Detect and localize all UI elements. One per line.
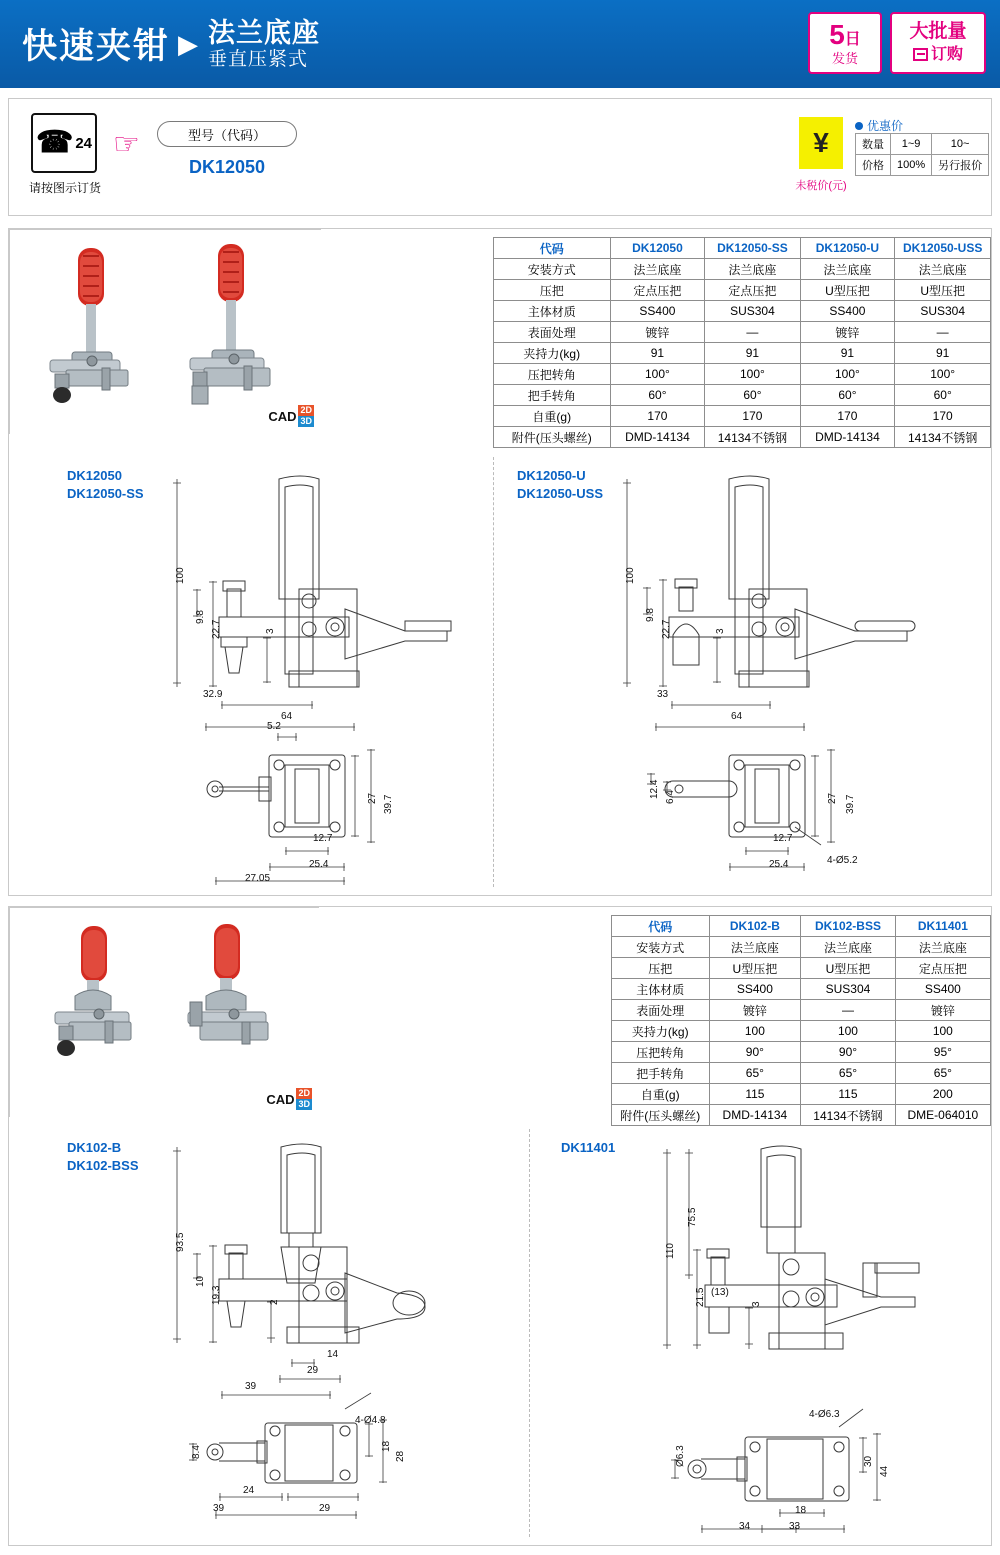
dim-a-right-397: 39.7 — [845, 794, 856, 814]
table-row — [612, 1063, 991, 1084]
spec-b-r0-c2: 法兰底座 — [895, 937, 990, 958]
spec-b-r4-c0: 100 — [709, 1021, 801, 1042]
spec-b-r8-c1: 14134不锈钢 — [801, 1105, 895, 1126]
spec-b-r7-label: 自重(g) — [612, 1084, 710, 1105]
model-label-box: 型号（代码） — [157, 121, 297, 147]
price-row-qty — [856, 134, 989, 155]
dim-b-right-30: 30 — [863, 1455, 874, 1467]
dim-b-left-39: 39 — [245, 1381, 257, 1392]
dim-a-left-64: 64 — [281, 711, 293, 722]
spec-b-r5-c0: 90° — [709, 1042, 801, 1063]
spec-a-r7-c1: 170 — [705, 406, 800, 427]
spec-b-h2: DK102-BSS — [801, 916, 895, 937]
dim-a-right-3: 3 — [715, 628, 726, 634]
spec-a-h0: 代码 — [494, 238, 611, 259]
table-row — [494, 427, 991, 448]
spec-a-r1-c3: U型压把 — [895, 280, 991, 301]
spec-a-r7-c3: 170 — [895, 406, 991, 427]
cad-badge-a[interactable] — [268, 405, 314, 427]
spec-b-r1-c2: 定点压把 — [895, 958, 990, 979]
spec-a-r0-c3: 法兰底座 — [895, 259, 991, 280]
spec-a-r7-c2: 170 — [800, 406, 895, 427]
spec-a-r1-label: 压把 — [494, 280, 611, 301]
dim-a-left-397: 39.7 — [383, 794, 394, 814]
dim-a-left-127: 12.7 — [313, 833, 333, 844]
spec-a-r5-c3: 100° — [895, 364, 991, 385]
subtitle-line1: 法兰底座 — [208, 17, 321, 48]
table-row — [494, 301, 991, 322]
spec-a-header-row — [494, 238, 991, 259]
badge-bulk-line2: 订购 — [930, 46, 963, 64]
dim-b-left-29: 29 — [307, 1365, 319, 1376]
spec-b-r4-label: 夹持力(kg) — [612, 1021, 710, 1042]
dim-b-left-18: 18 — [381, 1440, 392, 1452]
spec-b-h1: DK102-B — [709, 916, 801, 937]
spec-b-r2-c0: SS400 — [709, 979, 801, 1000]
subtitle-line2: 垂直压紧式 — [208, 48, 309, 70]
cad-2d-b: 2D — [298, 1088, 310, 1098]
spec-b-r8-c2: DME-064010 — [895, 1105, 990, 1126]
dim-a-left-2705: 27.05 — [245, 873, 271, 884]
table-row — [494, 385, 991, 406]
table-row — [612, 1042, 991, 1063]
spec-b-r5-label: 压把转角 — [612, 1042, 710, 1063]
drawing-a-left-line2: DK12050-SS — [67, 485, 144, 501]
cad-3d-b: 3D — [298, 1099, 310, 1109]
dim-a-right-254: 25.4 — [769, 859, 789, 870]
spec-table-a — [493, 237, 991, 448]
spec-a-r1-c0: 定点压把 — [610, 280, 705, 301]
cad-badge-b[interactable] — [266, 1088, 312, 1110]
technical-drawing-a-right — [609, 469, 949, 889]
spec-a-r3-c1: — — [705, 322, 800, 343]
table-row — [494, 406, 991, 427]
spec-a-r2-c2: SS400 — [800, 301, 895, 322]
technical-drawing-a-left — [159, 469, 489, 889]
dim-a-right-27: 27 — [827, 792, 838, 804]
phone-hours-label: 24 — [75, 134, 93, 152]
spec-a-r3-label: 表面处理 — [494, 322, 611, 343]
order-bar — [8, 98, 992, 216]
spec-a-r6-c0: 60° — [610, 385, 705, 406]
model-code: DK12050 — [188, 157, 266, 177]
spec-a-r4-c1: 91 — [705, 343, 800, 364]
spec-a-h4: DK12050-USS — [895, 238, 991, 259]
spec-b-r6-label: 把手转角 — [612, 1063, 710, 1084]
dim-a-right-64: 64 — [731, 711, 743, 722]
dim-b-right-13: (13) — [711, 1287, 729, 1298]
spec-b-r2-c2: SS400 — [895, 979, 990, 1000]
spec-a-r4-c0: 91 — [610, 343, 705, 364]
price-table — [855, 133, 989, 176]
price-price-v2: 另行报价 — [932, 155, 989, 176]
spec-a-h3: DK12050-U — [800, 238, 895, 259]
spec-a-r4-label: 夹持力(kg) — [494, 343, 611, 364]
bulk-box-icon — [913, 48, 928, 61]
spec-a-r2-label: 主体材质 — [494, 301, 611, 322]
spec-b-r0-c1: 法兰底座 — [801, 937, 895, 958]
dim-a-left-52: 5.2 — [267, 721, 281, 732]
spec-b-r7-c1: 115 — [801, 1084, 895, 1105]
spec-a-r6-c1: 60° — [705, 385, 800, 406]
table-row — [612, 958, 991, 979]
technical-drawing-b-right — [649, 1137, 979, 1537]
spec-b-r4-c1: 100 — [801, 1021, 895, 1042]
spec-a-r5-c0: 100° — [610, 364, 705, 385]
drawing-b-left-line2: DK102-BSS — [67, 1157, 139, 1173]
spec-a-r5-c2: 100° — [800, 364, 895, 385]
dim-b-left-2: 2 — [269, 1299, 280, 1305]
dim-a-left-98: 9.8 — [195, 610, 206, 624]
drawing-a-right-line1: DK12050-U — [517, 468, 586, 483]
spec-a-r0-label: 安装方式 — [494, 259, 611, 280]
dim-a-left-254: 25.4 — [309, 859, 329, 870]
table-row — [612, 1084, 991, 1105]
spec-a-r3-c0: 镀锌 — [610, 322, 705, 343]
price-qty-v2: 10~ — [932, 134, 989, 155]
dim-a-right-4x52: 4-Ø5.2 — [827, 855, 858, 866]
title-arrow-icon: ▶ — [178, 28, 199, 59]
dim-b-left-935: 93.5 — [175, 1232, 186, 1252]
drawing-label-b-right — [561, 1139, 615, 1157]
panel-b-drawing-divider — [529, 1129, 530, 1537]
spec-b-r5-c2: 95° — [895, 1042, 990, 1063]
dim-b-left-14: 14 — [327, 1349, 339, 1360]
spec-b-r2-label: 主体材质 — [612, 979, 710, 1000]
spec-a-r7-label: 自重(g) — [494, 406, 611, 427]
badge-days-text: 发货 — [831, 51, 858, 66]
dim-a-left-3: 3 — [265, 628, 276, 634]
drawing-b-right-line1: DK11401 — [561, 1140, 616, 1155]
dim-b-right-755: 75.5 — [687, 1207, 698, 1227]
clamp-photo-b-illustration — [10, 908, 320, 1118]
dim-b-left-24: 24 — [243, 1485, 255, 1496]
drawing-label-a-right — [517, 467, 603, 502]
spec-a-r6-c3: 60° — [895, 385, 991, 406]
spec-a-r8-c3: 14134不锈钢 — [895, 427, 991, 448]
cad-2d-a: 2D — [300, 405, 312, 415]
badge-bulk-line1: 大批量 — [909, 21, 967, 43]
dim-b-left-29b: 29 — [319, 1503, 331, 1514]
price-price-v1: 100% — [891, 155, 932, 176]
dim-a-left-227: 22.7 — [211, 619, 222, 639]
spec-a-r2-c0: SS400 — [610, 301, 705, 322]
cad-3d-a: 3D — [300, 416, 312, 426]
table-row — [494, 364, 991, 385]
spec-a-r6-label: 把手转角 — [494, 385, 611, 406]
spec-a-r5-c1: 100° — [705, 364, 800, 385]
phone-24h-icon: ☎ 24 — [31, 113, 97, 173]
dim-b-left-4x48: 4-Ø4.8 — [355, 1415, 386, 1426]
spec-b-r1-label: 压把 — [612, 958, 710, 979]
table-row — [494, 259, 991, 280]
spec-a-r1-c1: 定点压把 — [705, 280, 800, 301]
spec-b-r5-c1: 90° — [801, 1042, 895, 1063]
table-row — [494, 280, 991, 301]
dim-a-right-98: 9.8 — [645, 608, 656, 622]
spec-a-h2: DK12050-SS — [705, 238, 800, 259]
page-header — [0, 0, 1000, 88]
spec-b-r3-c1: — — [801, 1000, 895, 1021]
spec-a-r8-c1: 14134不锈钢 — [705, 427, 800, 448]
product-panel-dk12050 — [8, 228, 992, 896]
pointing-hand-icon: ☞ — [113, 128, 140, 161]
dim-a-left-100: 100 — [175, 567, 186, 584]
table-row — [612, 937, 991, 958]
drawing-label-b-left — [67, 1139, 139, 1174]
order-instruction: 请按图示订货 — [28, 181, 101, 195]
drawing-label-a-left — [67, 467, 144, 502]
badge-days-number: 5 — [829, 19, 845, 50]
spec-a-r6-c2: 60° — [800, 385, 895, 406]
dim-a-left-329: 32.9 — [203, 689, 223, 700]
spec-b-h0: 代码 — [612, 916, 710, 937]
spec-a-r8-c0: DMD-14134 — [610, 427, 705, 448]
page-title: 快速夹钳 — [22, 27, 171, 66]
spec-b-h3: DK11401 — [895, 916, 990, 937]
spec-b-r3-c2: 镀锌 — [895, 1000, 990, 1021]
spec-b-r0-c0: 法兰底座 — [709, 937, 801, 958]
spec-a-r4-c3: 91 — [895, 343, 991, 364]
spec-a-r0-c0: 法兰底座 — [610, 259, 705, 280]
spec-a-r8-label: 附件(压头螺丝) — [494, 427, 611, 448]
spec-b-r3-c0: 镀锌 — [709, 1000, 801, 1021]
table-row — [612, 979, 991, 1000]
price-row-price — [856, 155, 989, 176]
spec-a-r3-c2: 镀锌 — [800, 322, 895, 343]
table-row — [612, 1021, 991, 1042]
drawing-b-left-line1: DK102-B — [67, 1140, 122, 1155]
product-panel-dk102b — [8, 906, 992, 1546]
table-row — [612, 1000, 991, 1021]
dim-b-right-110: 110 — [665, 1243, 676, 1259]
dim-b-left-84: 8.4 — [191, 1445, 202, 1459]
dim-a-right-33: 33 — [657, 689, 669, 700]
spec-b-r6-c2: 65° — [895, 1063, 990, 1084]
drawing-a-right-line2: DK12050-USS — [517, 485, 603, 501]
technical-drawing-b-left — [159, 1137, 489, 1537]
badge-ship-days — [808, 12, 882, 74]
cad-label-a: CAD — [268, 408, 297, 424]
product-photo-a — [9, 229, 321, 434]
spec-b-r2-c1: SUS304 — [801, 979, 895, 1000]
badge-days-unit: 日 — [844, 31, 861, 48]
spec-a-r0-c1: 法兰底座 — [705, 259, 800, 280]
spec-b-r0-label: 安装方式 — [612, 937, 710, 958]
spec-a-r3-c3: — — [895, 322, 991, 343]
badge-bulk-order — [890, 12, 986, 74]
spec-b-r6-c1: 65° — [801, 1063, 895, 1084]
spec-b-r8-c0: DMD-14134 — [709, 1105, 801, 1126]
spec-b-r1-c0: U型压把 — [709, 958, 801, 979]
spec-a-r2-c1: SUS304 — [705, 301, 800, 322]
spec-a-r8-c2: DMD-14134 — [800, 427, 895, 448]
dim-a-left-27: 27 — [367, 792, 378, 804]
cad-label-b: CAD — [266, 1091, 295, 1107]
dim-b-left-28: 28 — [395, 1450, 406, 1462]
price-qty-label: 数量 — [856, 134, 891, 155]
dim-b-right-d63: Ø6.3 — [675, 1445, 686, 1467]
spec-a-r7-c0: 170 — [610, 406, 705, 427]
spec-b-r6-c0: 65° — [709, 1063, 801, 1084]
dim-b-right-18: 18 — [795, 1505, 807, 1516]
spec-a-r1-c2: U型压把 — [800, 280, 895, 301]
price-price-label: 价格 — [856, 155, 891, 176]
spec-a-r4-c2: 91 — [800, 343, 895, 364]
spec-b-r8-label: 附件(压头螺丝) — [612, 1105, 710, 1126]
spec-a-h1: DK12050 — [610, 238, 705, 259]
product-photo-b — [9, 907, 319, 1117]
table-row — [612, 1105, 991, 1126]
header-badges — [808, 12, 986, 74]
dim-b-right-3: 3 — [751, 1301, 762, 1307]
page-subtitle — [208, 18, 320, 71]
spec-b-header-row — [612, 916, 991, 937]
spec-table-b — [611, 915, 991, 1126]
yen-icon: ¥ — [799, 117, 843, 169]
dim-a-right-127: 12.7 — [773, 833, 793, 844]
spec-a-r2-c3: SUS304 — [895, 301, 991, 322]
spec-a-r0-c2: 法兰底座 — [800, 259, 895, 280]
spec-b-r4-c2: 100 — [895, 1021, 990, 1042]
price-tax-note: 未税价(元) — [795, 180, 847, 192]
dim-b-right-215: 21.5 — [695, 1287, 706, 1307]
panel-a-drawing-divider — [493, 457, 494, 887]
dim-a-right-124: 12.4 — [649, 779, 660, 799]
dim-b-right-34: 34 — [739, 1521, 751, 1532]
dim-a-right-64b: 6.4 — [665, 790, 676, 804]
spec-b-r3-label: 表面处理 — [612, 1000, 710, 1021]
drawing-a-left-line1: DK12050 — [67, 468, 122, 483]
dim-b-right-44: 44 — [879, 1465, 890, 1477]
table-row — [494, 343, 991, 364]
price-title: 优惠价 — [855, 117, 903, 134]
dim-b-left-39b: 39 — [213, 1503, 225, 1514]
price-qty-v1: 1~9 — [891, 134, 932, 155]
dim-b-right-33: 33 — [789, 1521, 801, 1532]
spec-b-r1-c1: U型压把 — [801, 958, 895, 979]
dim-b-left-193: 19.3 — [211, 1285, 222, 1305]
dim-b-left-10: 10 — [195, 1275, 206, 1287]
table-row — [494, 322, 991, 343]
spec-b-r7-c2: 200 — [895, 1084, 990, 1105]
dim-b-right-4x63: 4-Ø6.3 — [809, 1409, 840, 1420]
spec-b-r7-c0: 115 — [709, 1084, 801, 1105]
dim-a-right-100: 100 — [625, 567, 636, 584]
dim-a-right-227: 22.7 — [661, 619, 672, 639]
spec-a-r5-label: 压把转角 — [494, 364, 611, 385]
